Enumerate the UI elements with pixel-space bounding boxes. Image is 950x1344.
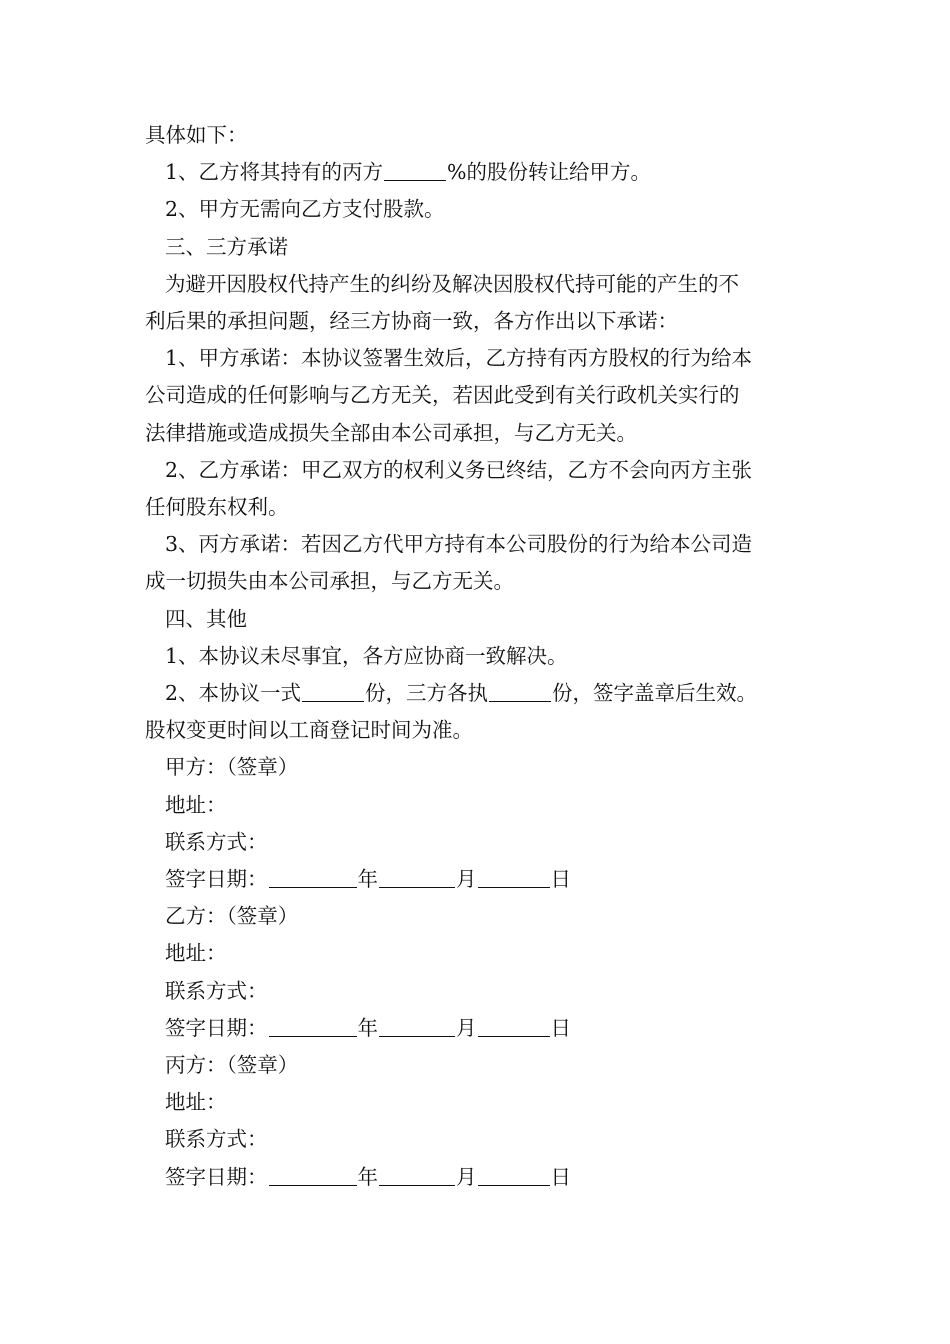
- party-b-address-label: 地址：: [165, 941, 227, 966]
- party-c-sign-date: [145, 1159, 810, 1196]
- transfer-item-2: 2、甲方无需向乙方支付股款。: [165, 197, 445, 222]
- party-b-sign-date: [145, 1010, 810, 1047]
- copies-total-blank[interactable]: [302, 681, 364, 702]
- intro-text: 具体如下：: [145, 123, 248, 147]
- party-a-date-label: 签字日期：: [165, 867, 268, 892]
- party-c-seal-label: 丙方：（签章）: [165, 1053, 299, 1078]
- transfer-item-1: [145, 154, 810, 191]
- party-c-commitment-line-1: 3、丙方承诺：若因乙方代甲方持有本公司股份的行为给本公司造: [165, 532, 753, 557]
- section-4-item-2-a: 2、本协议一式: [165, 681, 302, 706]
- party-a-commitment-line-2: 公司造成的任何影响与乙方无关，若因此受到有关行政机关实行的: [145, 383, 740, 408]
- party-b-seal-label: 乙方：（签章）: [165, 904, 299, 929]
- party-a-year-label: 年: [357, 867, 378, 892]
- party-c-date-label: 签字日期：: [165, 1164, 268, 1189]
- party-a-day-label: 日: [550, 867, 571, 892]
- party-a-commitment-line-3: 法律措施或造成损失全部由本公司承担，与乙方无关。: [145, 420, 637, 445]
- section-4-item-2-line-2: 股权变更时间以工商登记时间为准。: [145, 718, 473, 743]
- party-a-contact-label: 联系方式：: [165, 829, 268, 854]
- party-c-commitment-line-2: 成一切损失由本公司承担，与乙方无关。: [145, 569, 514, 594]
- party-c-day-blank[interactable]: [478, 1165, 550, 1186]
- party-b-year-label: 年: [357, 1015, 378, 1040]
- percent-blank[interactable]: [384, 160, 446, 181]
- party-c-day-label: 日: [550, 1164, 571, 1189]
- transfer-item-1-prefix: 1、乙方将其持有的丙方: [165, 160, 384, 185]
- party-a-day-blank[interactable]: [478, 867, 550, 888]
- section-3-intro-line-1: 为避开因股权代持产生的纠纷及解决因股权代持可能的产生的不: [165, 271, 739, 296]
- party-c-address-label: 地址：: [165, 1090, 227, 1115]
- party-a-commitment-line-1: 1、甲方承诺：本协议签署生效后，乙方持有丙方股权的行为给本: [165, 346, 753, 371]
- party-b-day-label: 日: [550, 1015, 571, 1040]
- party-b-contact-label: 联系方式：: [165, 978, 268, 1003]
- section-3-title: 三、三方承诺: [165, 234, 288, 259]
- party-b-month-label: 月: [456, 1015, 477, 1040]
- party-a-month-label: 月: [456, 867, 477, 892]
- party-a-month-blank[interactable]: [379, 867, 455, 888]
- party-b-date-label: 签字日期：: [165, 1015, 268, 1040]
- party-b-commitment-line-2: 任何股东权利。: [145, 495, 289, 520]
- section-4-title: 四、其他: [165, 606, 247, 631]
- agreement-body: [145, 117, 810, 1196]
- section-4-item-2-c: 份，签字盖章后生效。: [552, 681, 758, 706]
- party-b-day-blank[interactable]: [478, 1016, 550, 1037]
- transfer-item-1-suffix: %的股份转让给甲方。: [447, 160, 652, 185]
- party-c-month-blank[interactable]: [379, 1165, 455, 1186]
- party-a-address-label: 地址：: [165, 792, 227, 817]
- party-c-contact-label: 联系方式：: [165, 1127, 268, 1152]
- copies-each-blank[interactable]: [489, 681, 551, 702]
- section-4-item-1: 1、本协议未尽事宜，各方应协商一致解决。: [165, 643, 568, 668]
- party-c-year-blank[interactable]: [269, 1165, 357, 1186]
- party-b-month-blank[interactable]: [379, 1016, 455, 1037]
- section-3-intro-line-2: 利后果的承担问题，经三方协商一致，各方作出以下承诺：: [145, 309, 678, 334]
- section-4-item-2: [145, 675, 810, 712]
- party-a-seal-label: 甲方：（签章）: [165, 755, 299, 780]
- section-4-item-2-b: 份，三方各执: [365, 681, 489, 706]
- party-b-commitment-line-1: 2、乙方承诺：甲乙双方的权利义务已终结，乙方不会向丙方主张: [165, 457, 753, 482]
- party-a-year-blank[interactable]: [269, 867, 357, 888]
- party-c-year-label: 年: [357, 1164, 378, 1189]
- party-b-year-blank[interactable]: [269, 1016, 357, 1037]
- party-c-month-label: 月: [456, 1164, 477, 1189]
- party-a-sign-date: [145, 861, 810, 898]
